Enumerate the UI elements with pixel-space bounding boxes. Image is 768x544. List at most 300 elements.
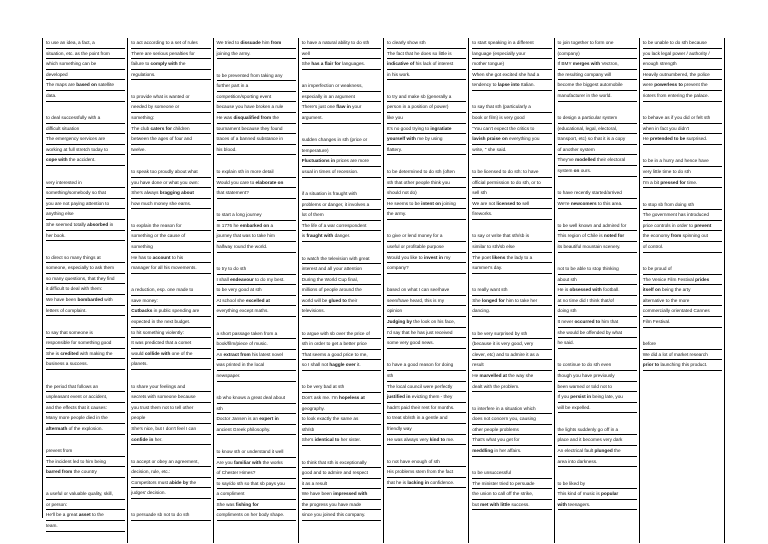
- entry-line: Don't ask me. I'm hopeless at: [302, 393, 381, 404]
- entry-line: ancient Greek philosophy.: [217, 425, 296, 436]
- entry-line: his blood.: [217, 145, 296, 156]
- vocab-entry: [302, 254, 381, 318]
- entry-line: before: [643, 339, 722, 350]
- vocab-entry: [131, 382, 210, 446]
- entry-line: person in a position of power): [387, 102, 466, 113]
- entry-line: to say that sth (particularly a: [472, 102, 551, 113]
- entry-line: barred from the country: [46, 467, 125, 478]
- entry-line: letters of complaint.: [46, 306, 125, 317]
- entry-line: to give or lend money for a: [387, 231, 466, 242]
- entry-line: sell sth: [472, 188, 551, 199]
- entry-line: to be liked by: [558, 479, 637, 490]
- vocab-entry: [131, 38, 210, 80]
- key-phrase: lapse into: [497, 82, 520, 88]
- entry-line: been warned or told not to: [558, 382, 637, 393]
- entry-line: (educational, legal, electoral,: [558, 124, 637, 135]
- entry-line: flattery.: [387, 145, 466, 156]
- key-phrase: familiar with: [233, 459, 262, 465]
- entry-line: when in fact you didn't: [643, 124, 722, 135]
- vocab-entry: [643, 200, 722, 253]
- entry-line: Are you familiar with the works: [217, 458, 296, 469]
- entry-line: doing sth: [558, 306, 637, 317]
- entry-line: very interested in: [46, 178, 125, 189]
- entry-line: He marvelled at the way she: [472, 371, 551, 382]
- key-phrase: indicative of: [387, 61, 415, 67]
- entry-line: if a situation is fraught with: [302, 189, 381, 200]
- vocab-entry: [302, 38, 381, 70]
- vocab-entry: [558, 113, 637, 177]
- entry-line: sth: [387, 371, 466, 382]
- entry-line: so I shall not haggle over it.: [302, 360, 381, 371]
- entry-line: Many more people died in the: [46, 413, 125, 424]
- entry-line: at no time did I think that/of: [558, 296, 637, 307]
- entry-line: a useful or valuable quality, skill,: [46, 489, 125, 500]
- entry-line: to persuade sb not to do sth: [131, 510, 210, 521]
- vocab-entry: [46, 38, 125, 102]
- vocab-entry: [46, 178, 125, 242]
- column-6: [469, 38, 554, 543]
- entry-line: During the World Cup final,: [302, 275, 381, 286]
- entry-line: between the ages of four and: [131, 134, 210, 145]
- entry-line: become the biggest automobile: [558, 80, 637, 91]
- entry-line: price controls in order to prevent: [643, 221, 722, 232]
- entry-line: expected in the next budget.: [131, 317, 210, 328]
- entry-line: people: [131, 413, 210, 424]
- entry-line: I shall endeavour to do my best.: [217, 275, 296, 286]
- vocab-entry: [387, 360, 466, 445]
- vocab-entry: [558, 479, 637, 511]
- vocab-entry: [643, 264, 722, 328]
- entry-line: the army.: [387, 209, 466, 220]
- entry-line: to really want sth: [472, 285, 551, 296]
- entry-line: to have a good reason for doing: [387, 360, 466, 371]
- entry-line: to accept or obey an agreement,: [131, 457, 210, 468]
- key-phrase: extract from: [223, 351, 251, 357]
- entry-line: to direct so many things at: [46, 253, 125, 264]
- vocab-entry: [643, 339, 722, 371]
- entry-line: An electrical fault plunged the: [558, 446, 637, 457]
- key-phrase: identical to: [314, 437, 340, 443]
- key-phrase: plunged: [594, 448, 613, 453]
- entry-line: like you: [387, 113, 466, 124]
- entry-line: I'm a bit pressed for time.: [643, 178, 722, 189]
- vocab-entry: [131, 457, 210, 499]
- entry-line: hadn't paid their rent for months.: [387, 403, 466, 414]
- key-phrase: lavish praise on: [472, 136, 508, 142]
- entry-line: It's no good trying to ingratiate: [387, 124, 466, 135]
- key-phrase: account: [152, 254, 171, 260]
- entry-line: an imperfection or weakness,: [302, 81, 381, 92]
- entry-line: sth: [217, 404, 296, 415]
- entry-line: to treat sb/sth in a gentle and: [387, 413, 466, 424]
- entry-line: business a success.: [46, 359, 125, 370]
- entry-line: because you have broken a rule: [217, 102, 296, 113]
- key-phrase: expert in: [259, 416, 279, 422]
- key-phrase: longed for: [481, 297, 505, 303]
- entry-line: you lack legal power / authority /: [643, 49, 722, 60]
- key-phrase: newcomers: [570, 200, 597, 206]
- entry-line: its beautiful mountain scenery.: [558, 242, 637, 253]
- entry-line: how much money she earns.: [131, 199, 210, 210]
- entry-line: indicative of his lack of interest: [387, 59, 466, 70]
- key-phrase: bombarded: [77, 296, 103, 302]
- key-phrase: licensed to: [496, 200, 521, 206]
- entry-line: sth that other people think you: [387, 178, 466, 189]
- key-phrase: collide with: [144, 350, 171, 356]
- entry-line: argument.: [302, 113, 381, 124]
- vocab-entry: [302, 81, 381, 123]
- vocab-entry: [217, 329, 296, 382]
- entry-line: seen/have heard, this is my: [387, 296, 466, 307]
- entry-line: similar to sth/sb else: [472, 242, 551, 253]
- entry-line: to clearly show sth: [387, 38, 466, 49]
- entry-line: justified in evicting them - they: [387, 392, 466, 403]
- entry-line: The club caters for children: [131, 124, 210, 135]
- key-phrase: embarked on: [239, 222, 270, 228]
- entry-line: to be very bad at sth: [302, 382, 381, 393]
- entry-line: If BMY merges with Vectron,: [558, 59, 637, 70]
- entry-line: sudden changes in sth (price or: [302, 135, 381, 146]
- entry-line: itself on being the arty: [643, 285, 722, 296]
- entry-line: the union to call off the strike,: [472, 489, 551, 500]
- entry-line: This kind of music is popular: [558, 489, 637, 500]
- entry-line: about sth: [558, 275, 637, 286]
- vocab-entry: [558, 221, 637, 253]
- entry-line: to say or write that sth/sb is: [472, 231, 551, 242]
- entry-line: When she got excited she had a: [472, 70, 551, 81]
- vocab-entry: [387, 457, 466, 489]
- vocab-entry: [472, 404, 551, 457]
- vocabulary-table: [42, 38, 725, 529]
- entry-line: was printed in the local: [217, 360, 296, 371]
- vocab-entry: [46, 328, 125, 370]
- vocab-entry: [46, 489, 125, 531]
- entry-line: save money:: [131, 296, 210, 307]
- entry-line: does not concern you, causing: [472, 414, 551, 425]
- entry-line: halfway round the world.: [217, 242, 296, 253]
- entry-line: place and it becomes very dark: [558, 435, 637, 446]
- vocab-entry: [131, 92, 210, 156]
- entry-line: to be in a hurry and hence have: [643, 156, 722, 167]
- entry-line: to be proud of: [643, 264, 722, 275]
- key-phrase: barred from: [46, 469, 73, 475]
- entry-line: There are serious penalties for: [131, 49, 210, 60]
- entry-line: language (especially your: [472, 49, 551, 60]
- key-phrase: glued to: [328, 297, 347, 303]
- entry-line: to explain sth in more detail: [217, 167, 296, 178]
- entry-line: something or the cause of: [131, 231, 210, 242]
- entry-line: the period that follows an: [46, 382, 125, 393]
- vocab-entry: [558, 38, 637, 102]
- entry-line: He was disqualified from the: [217, 113, 296, 124]
- entry-line: further part in a: [217, 81, 296, 92]
- entry-line: An extract from his latest novel: [217, 350, 296, 361]
- key-phrase: prides: [695, 276, 710, 282]
- entry-line: to continue to do sth even: [558, 360, 637, 371]
- key-phrase: endeavour: [230, 276, 254, 282]
- entry-line: traces of a banned substance in: [217, 134, 296, 145]
- key-phrase: disqualified from: [233, 115, 272, 121]
- key-phrase: excelled at: [245, 297, 270, 303]
- entry-line: mother tongue): [472, 59, 551, 70]
- entry-line: The life of a war correspondent: [302, 221, 381, 232]
- entry-line: very little time to do sth: [643, 167, 722, 178]
- entry-line: geography.: [302, 404, 381, 415]
- key-phrase: elaborate on: [255, 179, 284, 185]
- key-phrase: lacking in: [407, 479, 429, 485]
- entry-line: She is credited with making the: [46, 349, 125, 360]
- entry-line: We tried to dissuade him from: [217, 38, 296, 49]
- entry-line: The fact that he does so little is: [387, 49, 466, 60]
- entry-line: Fluctuations in prices are more: [302, 156, 381, 167]
- entry-line: of Chester Himes?: [217, 468, 296, 479]
- entry-line: that he is lacking in confidence.: [387, 478, 466, 489]
- entry-line: book/film/piece of music.: [217, 339, 296, 350]
- entry-line: to think that sth is exceptionally: [302, 458, 381, 469]
- entry-line: twelve.: [131, 145, 210, 156]
- entry-line: friendly way: [387, 424, 466, 435]
- entry-line: The minister tried to persuade: [472, 479, 551, 490]
- vocab-entry: [472, 329, 551, 393]
- entry-line: unpleasant event or accident,: [46, 392, 125, 403]
- entry-line: Would you care to elaborate on: [217, 178, 296, 189]
- vocab-entry: [387, 92, 466, 156]
- entry-line: company?: [387, 263, 466, 274]
- key-phrase: modelled: [575, 157, 596, 163]
- key-phrase: credited: [60, 350, 79, 356]
- entry-line: secrets with someone because: [131, 392, 210, 403]
- entry-line: to behave as if you did or felt sth: [643, 113, 722, 124]
- entry-line: She seemed totally absorbed in: [46, 220, 125, 231]
- entry-line: developed: [46, 70, 125, 81]
- entry-line: to be determined to do sth (often: [387, 167, 466, 178]
- entry-line: lavish praise on everything you: [472, 134, 551, 145]
- entry-line: There's just one flaw in your: [302, 102, 381, 113]
- entry-line: a reduction, esp. one made to: [131, 285, 210, 296]
- key-phrase: Fluctuations in: [301, 158, 336, 164]
- entry-line: useful or profitable purpose: [387, 242, 466, 253]
- entry-line: anything else: [46, 209, 125, 220]
- column-3: [214, 38, 299, 543]
- entry-line: confide in her.: [131, 435, 210, 446]
- vocab-entry: [46, 253, 125, 317]
- entry-line: If you persist in being late, you: [558, 392, 637, 403]
- entry-line: Doctor Jansen is an expert in: [217, 414, 296, 425]
- entry-line: transport, etc) so that it is a copy: [558, 134, 637, 145]
- key-phrase: from: [270, 40, 282, 45]
- entry-line: The maps are based on satellite: [46, 80, 125, 91]
- vocab-entry: [472, 38, 551, 91]
- entry-line: based on what I can see/have: [387, 285, 466, 296]
- entry-line: We have been impressed with: [302, 489, 381, 500]
- vocab-entry: [387, 231, 466, 273]
- entry-line: to use an idea, a fact, a: [46, 38, 125, 49]
- entry-line: difficult situation: [46, 124, 125, 135]
- entry-line: is fraught with danger.: [302, 231, 381, 242]
- key-phrase: from: [670, 233, 682, 239]
- key-phrase: bragging about: [159, 190, 194, 196]
- vocab-entry: [217, 71, 296, 156]
- vocab-entry: [131, 510, 210, 521]
- entry-line: to start a long journey: [217, 210, 296, 221]
- entry-line: something/somebody so that: [46, 188, 125, 199]
- key-phrase: Cutbacks: [131, 308, 153, 314]
- column-8: [640, 38, 725, 543]
- entry-line: summer's day.: [472, 263, 551, 274]
- key-phrase: merges with: [572, 61, 601, 67]
- vocab-entry: [302, 458, 381, 522]
- vocab-entry: [387, 38, 466, 80]
- key-phrase: hopeless at: [338, 395, 365, 401]
- entry-line: manufacturer in the world.: [558, 91, 637, 102]
- entry-line: lot of them: [302, 210, 381, 221]
- entry-line: newspaper.: [217, 371, 296, 382]
- key-phrase: on: [573, 168, 580, 174]
- vocab-entry: [643, 38, 722, 102]
- entry-line: failure to comply with the: [131, 59, 210, 70]
- entry-line: she would be offended by what: [558, 328, 637, 339]
- column-7: [555, 38, 640, 543]
- entry-line: of control.: [643, 242, 722, 253]
- entry-line: to have a natural ability to do sth: [302, 38, 381, 49]
- vocab-entry: [387, 167, 466, 220]
- entry-line: It was predicted that a comet: [131, 338, 210, 349]
- entry-line: regulations.: [131, 70, 210, 81]
- entry-line: planets.: [131, 359, 210, 370]
- entry-line: The government has introduced: [643, 210, 722, 221]
- entry-line: sth in order to get a better price: [302, 339, 381, 350]
- vocab-entry: [302, 189, 381, 242]
- entry-line: needed by someone or: [131, 102, 210, 113]
- vocab-entry: [131, 285, 210, 370]
- entry-line: interest and all your attention: [302, 264, 381, 275]
- entry-line: At school she excelled at: [217, 296, 296, 307]
- entry-line: that statement?: [217, 188, 296, 199]
- entry-line: televisions.: [302, 306, 381, 317]
- entry-line: opinion: [387, 306, 466, 317]
- entry-line: team.: [46, 521, 125, 532]
- entry-line: aftermath of the explosion.: [46, 424, 125, 435]
- entry-line: to stop sb from doing sth: [643, 200, 722, 211]
- key-phrase: prior to: [642, 362, 660, 368]
- entry-line: sb who knows a great deal about: [217, 393, 296, 404]
- entry-line: temperature): [302, 146, 381, 157]
- entry-line: (because it is very good, very: [472, 339, 551, 350]
- entry-line: fireworks.: [472, 209, 551, 220]
- vocab-entry: [472, 102, 551, 155]
- key-phrase: yourself with: [387, 136, 416, 142]
- entry-line: it as a result: [302, 479, 381, 490]
- entry-line: you have done or what you own:: [131, 178, 210, 189]
- key-phrase: obsessed with: [569, 287, 602, 293]
- entry-line: sth/sb: [302, 425, 381, 436]
- entry-line: In 1776 he embarked on a: [217, 221, 296, 232]
- key-phrase: marvelled at: [479, 372, 507, 378]
- key-phrase: persist in: [570, 394, 592, 400]
- entry-line: write, " she said.: [472, 145, 551, 156]
- entry-line: the progress you have made: [302, 500, 381, 511]
- entry-line: She was fishing for: [217, 500, 296, 511]
- entry-line: to have recently started/arrived: [558, 188, 637, 199]
- entry-line: system on ours.: [558, 166, 637, 177]
- entry-line: to watch the television with great: [302, 254, 381, 265]
- entry-line: it difficult to deal with them:: [46, 284, 125, 295]
- key-phrase: confide in: [131, 436, 154, 442]
- vocab-entry: [472, 167, 551, 220]
- entry-line: to look exactly the same as: [302, 414, 381, 425]
- vocab-entry: [217, 393, 296, 435]
- entry-line: the lights suddenly go off in a: [558, 425, 637, 436]
- entry-line: We did a lot of market research: [643, 350, 722, 361]
- entry-line: His problems stem from the fact: [387, 467, 466, 478]
- entry-line: competition/sporting event: [217, 92, 296, 103]
- entry-line: "You can't expect the critics to: [472, 124, 551, 135]
- entry-line: area into darkness.: [558, 457, 637, 468]
- entry-line: to not have enough of sth: [387, 457, 466, 468]
- entry-line: with teenagers.: [558, 500, 637, 511]
- key-phrase: likens: [492, 254, 506, 260]
- vocab-entry: [46, 113, 125, 166]
- entry-line: to join together to form one: [558, 38, 637, 49]
- entry-line: We have been bombarded with: [46, 295, 125, 306]
- entry-line: to interfere in a situation which: [472, 404, 551, 415]
- entry-line: which something can be: [46, 59, 125, 70]
- entry-line: a short passage taken from a: [217, 329, 296, 340]
- entry-line: I'd say that he has just received: [387, 328, 466, 339]
- vocab-entry: [472, 231, 551, 273]
- entry-line: Cutbacks in public spending are: [131, 306, 210, 317]
- entry-line: someone, especially to ask them: [46, 263, 125, 274]
- vocab-entry: [46, 382, 125, 435]
- entry-line: to be unable to do sth because: [643, 38, 722, 49]
- entry-line: Competitors must abide by the: [131, 478, 210, 489]
- entry-line: other people problems: [472, 425, 551, 436]
- key-phrase: asset: [78, 512, 91, 518]
- entry-line: The incident led to him being: [46, 457, 125, 468]
- entry-line: to argue with sb over the price of: [302, 329, 381, 340]
- entry-line: to act according to a set of rules: [131, 38, 210, 49]
- entry-line: alternative to the more: [643, 296, 722, 307]
- entry-line: to try and make sb (generally a: [387, 92, 466, 103]
- entry-line: Heavily outnumbered, the police: [643, 70, 722, 81]
- key-phrase: based on: [76, 82, 97, 88]
- vocab-entry: [217, 167, 296, 199]
- entry-line: the resulting company will: [558, 70, 637, 81]
- entry-line: tendency to lapse into Italian.: [472, 80, 551, 91]
- vocab-entry: [472, 468, 551, 510]
- key-phrase: pressed for: [660, 179, 686, 185]
- key-phrase: with: [557, 501, 567, 507]
- entry-line: should not do): [387, 188, 466, 199]
- entry-line: to be very surprised by sth: [472, 329, 551, 340]
- entry-line: He was always very kind to me.: [387, 435, 466, 446]
- entry-line: She's always bragging about: [131, 188, 210, 199]
- entry-line: to say that someone is: [46, 328, 125, 339]
- column-2: [128, 38, 213, 543]
- entry-line: to be licensed to do sth: to have: [472, 167, 551, 178]
- entry-line: to be very good at sth: [217, 285, 296, 296]
- entry-line: world will be glued to their: [302, 296, 381, 307]
- entry-line: judges' decision.: [131, 488, 210, 499]
- entry-line: you trust them not to tell other: [131, 403, 210, 414]
- vocab-entry: [558, 360, 637, 413]
- key-phrase: fishing for: [235, 501, 259, 507]
- entry-line: She's identical to her sister.: [302, 435, 381, 446]
- entry-line: something: [131, 242, 210, 253]
- entry-line: She has a flair for languages.: [302, 59, 381, 70]
- column-5: [384, 38, 469, 543]
- entry-line: Film Festival.: [643, 317, 722, 328]
